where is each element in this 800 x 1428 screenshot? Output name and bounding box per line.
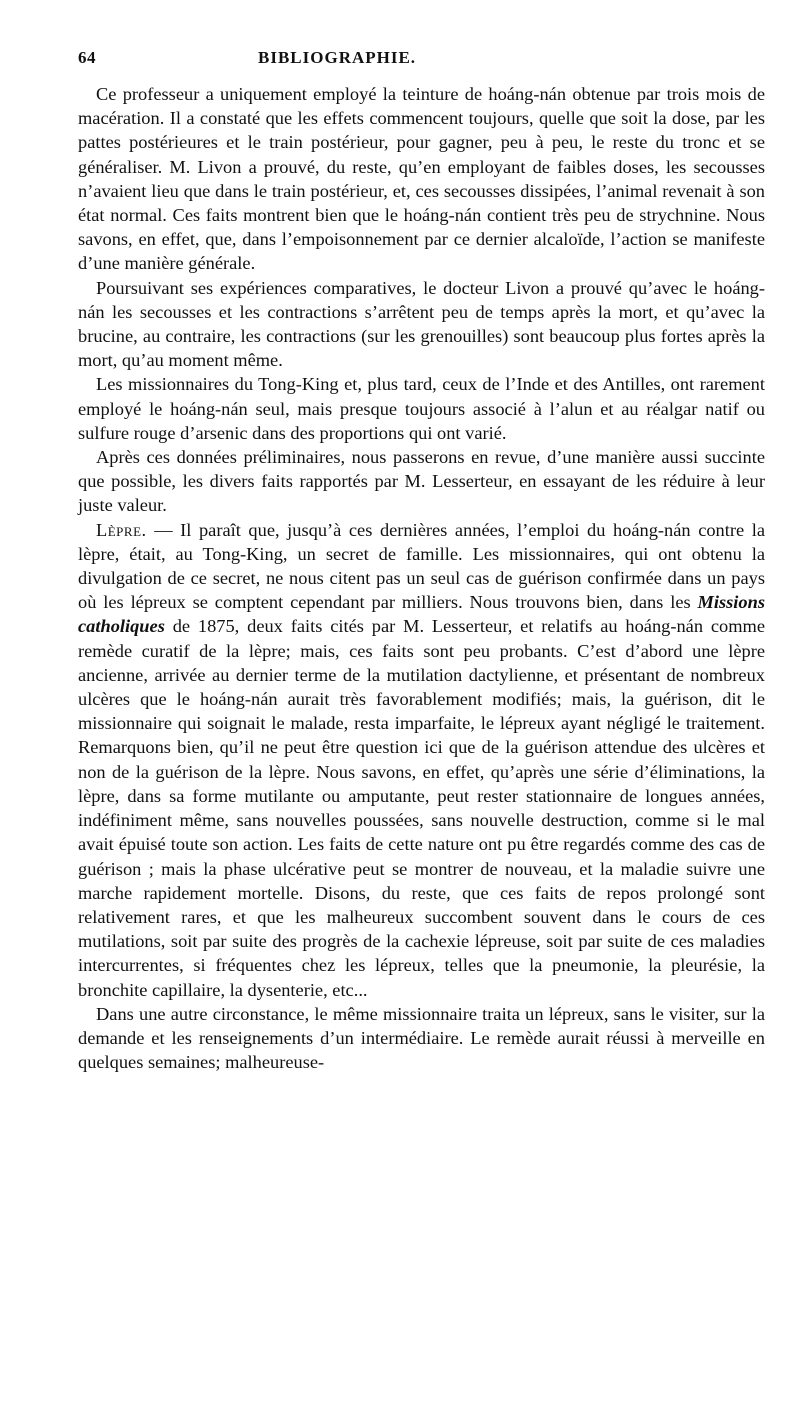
paragraph-lepre	[78, 518, 765, 1002]
paragraph: Ce professeur a uniquement employé la teinture de hoáng-nán obtenue par trois mois de macération. Il a constaté que les effets commencent toujours, quelle que soit la dose, par les pattes postérieures et le train postérieur, pour gagner, peu à peu, le reste du tronc et se généraliser. M. Livon a prouvé, du reste, qu’en employant de faibles doses, les secousses n’avaient lieu que dans le train postérieur, et, ces secousses dissipées, l’animal revenait à son état normal. Ces faits montrent bien que le hoáng-nán contient très peu de strychnine. Nous savons, en effet, que, dans l’empoisonnement par ce dernier alcaloïde, l’action se manifeste d’une manière générale.	[78, 84, 765, 274]
page-number: 64	[78, 48, 96, 67]
paragraph: Après ces données préliminaires, nous passerons en revue, d’une manière aussi succinte que possible, les divers faits rapportés par M. Lesserteur, en essayant de les réduire à leur juste valeur.	[78, 447, 765, 516]
paragraph: Poursuivant ses expériences comparatives, le docteur Livon a prouvé qu’avec le hoáng-nán les secousses et les contractions s’arrêtent peu de temps après la mort, et qu’avec la brucine, au contraire, les contractions (sur les grenouilles) sont beaucoup plus fortes après la mort, qu’au moment même.	[78, 277, 765, 371]
paragraph: Les missionnaires du Tong-King et, plus tard, ceux de l’Inde et des Antilles, ont rarement employé le hoáng-nán seul, mais presque toujours associé à l’alun et au réalgar natif ou sulfure rouge d’arsenic dans des proportions qui ont varié.	[78, 374, 765, 443]
running-title: BIBLIOGRAPHIE.	[258, 48, 417, 67]
paragraph: Dans une autre circonstance, le même missionnaire traita un lépreux, sans le visiter, sur la demande et les renseignements d’un intermédiaire. Le remède aurait réussi à merveille en quelques semaines; malheureuse-	[78, 1003, 765, 1073]
page-body	[78, 82, 765, 1074]
journal-title: Missions catholiques	[78, 592, 765, 637]
paragraph-text: — Il paraît que, jusqu’à ces dernières années, l’emploi du hoáng-nán contre la lèpre, était, au Tong-King, un secret de famille. Les missionnaires, qui ont obtenu la divulgation de ce secret, ne nous citent pas un seul cas de guérison confirmée dans un pays où les lépreux se comptent cependant par milliers. Nous trouvons bien, dans les	[78, 519, 765, 613]
section-lead: Lèpre.	[96, 519, 147, 540]
running-header	[78, 48, 765, 82]
paragraph-text: de 1875, deux faits cités par M. Lesserteur, et relatifs au hoáng-nán comme remède curatif de la lèpre; mais, ces faits sont peu probants. C’est d’abord une lèpre ancienne, arrivée au dernier terme de la mutilation dactylienne, et présentant de nombreux ulcères que le hoáng-nán aurait très favorablement modifiés; mais, la guérison, dit le missionnaire qui soignait le malade, resta imparfaite, le lépreux ayant négligé le traitement. Remarquons bien, qu’il ne peut être question ici que de la guérison attendue des ulcères et non de la guérison de la lèpre. Nous savons, en effet, qu’après une série d’éliminations, la lèpre, dans sa forme mutilante ou amputante, peut rester stationnaire de longues années, indéfiniment même, sans nouvelles poussées, sans nouvelle destruction, comme si le mal avait épuisé toute son action. Les faits de cette nature ont pu être regardés comme des cas de guérison ; mais la phase ulcérative peut se montrer de nouveau, et la maladie suivre une marche rapidement mortelle. Disons, du reste, que ces faits de repos prolongé sont relativement rares, et que les malheureux succombent souvent dans le cours de ces mutilations, soit par suite des progrès de la cachexie lépreuse, soit par suite de ces maladies intercurrentes, si fréquentes chez les lépreux, telles que la pneumonie, la pleurésie, la bronchite capillaire, la dysenterie, etc...	[78, 616, 765, 1000]
